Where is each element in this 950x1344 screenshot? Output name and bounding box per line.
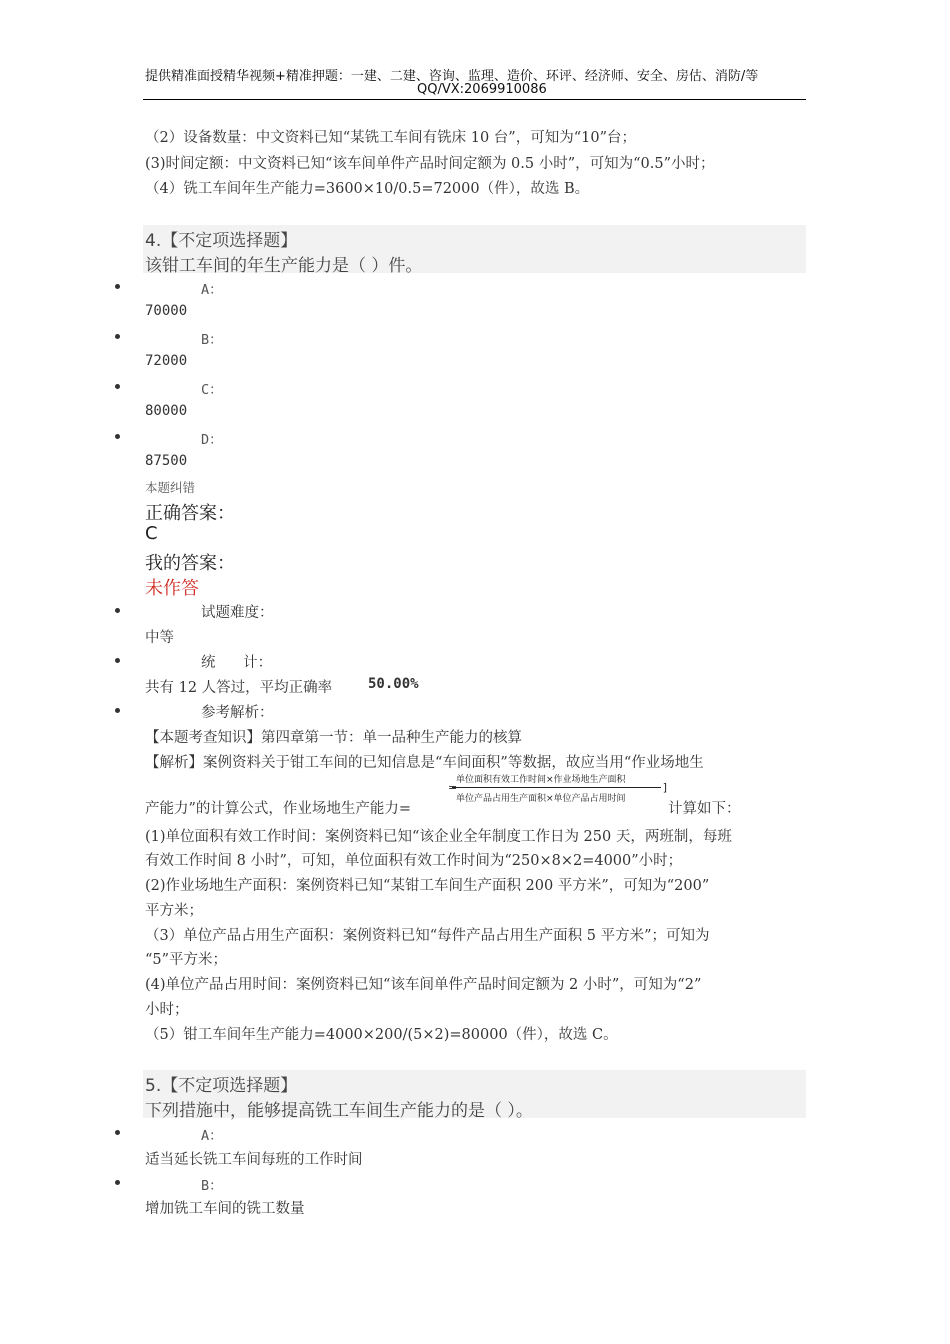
bullet-icon: [115, 608, 120, 613]
bullet-icon: [115, 1180, 120, 1185]
analysis-line: （5）钳工车间年生产能力=4000×200/(5×2)=80000（件），故选 C。: [145, 1027, 618, 1043]
analysis-line: （3）单位产品占用生产面积：案例资料已知“每件产品占用生产面积 5 平方米”；可知为: [145, 928, 710, 944]
option-d-text[interactable]: 87500: [145, 453, 188, 469]
bullet-icon: [115, 334, 120, 339]
formula-numerator: 单位面积有效工作时间×作业场地生产面积: [456, 775, 626, 785]
formula-denominator: 单位产品占用生产面积×单位产品占用时间: [456, 794, 626, 804]
analysis-line: 计算如下：: [668, 801, 741, 817]
analysis-line: “5”平方米；: [145, 952, 228, 968]
header-contact-text: QQ/VX:2069910086: [417, 82, 547, 97]
stats-text: 共有 12 人答过，平均正确率: [145, 680, 333, 696]
prev-analysis-line: （2）设备数量：中文资料已知“某铣工车间有铣床 10 台”，可知为“10”台；: [145, 130, 636, 146]
bullet-icon: [115, 658, 120, 663]
analysis-line: 产能力”的计算公式，作业场地生产能力=: [145, 801, 412, 817]
analysis-label: 参考解析：: [201, 705, 274, 721]
stats-label: 统 计：: [201, 655, 273, 671]
header-divider: [143, 99, 806, 100]
question-4-stem: 该钳工车间的年生产能力是（ ）件。: [145, 256, 423, 276]
question-5-number: 5.【不定项选择题】: [145, 1076, 298, 1096]
difficulty-value: 中等: [145, 630, 174, 646]
question-4-number: 4.【不定项选择题】: [145, 231, 298, 251]
bullet-icon: [115, 384, 120, 389]
stats-rate: 50.00%: [368, 676, 419, 692]
formula-bracket: ]: [662, 781, 667, 794]
option-b-letter[interactable]: B：: [201, 332, 223, 348]
analysis-line: (1)单位面积有效工作时间：案例资料已知“该企业全年制度工作日为 250 天，两班制，每班: [145, 829, 732, 845]
prev-analysis-line: (3)时间定额：中文资料已知“该车间单件产品时间定额为 0.5 小时”，可知为“0.5”小时；: [145, 156, 715, 172]
option-a-text[interactable]: 70000: [145, 303, 188, 319]
my-answer-label: 我的答案：: [145, 553, 235, 574]
analysis-line: 有效工作时间 8 小时”，可知，单位面积有效工作时间为“250×8×2=4000”小时；: [145, 853, 683, 869]
question-5-stem: 下列措施中，能够提高铣工车间生产能力的是（ ）。: [145, 1101, 533, 1121]
analysis-line: 小时；: [145, 1002, 189, 1018]
option-a-text[interactable]: 适当延长铣工车间每班的工作时间: [145, 1152, 363, 1168]
my-answer-value: 未作答: [145, 578, 199, 599]
bullet-icon: [115, 434, 120, 439]
report-error-link[interactable]: 本题纠错: [145, 480, 196, 495]
option-b-text[interactable]: 72000: [145, 353, 188, 369]
option-a-letter[interactable]: A：: [201, 1128, 223, 1144]
analysis-line: 【解析】案例资料关于钳工车间的已知信息是“车间面积”等数据，故应当用“作业场地生: [145, 755, 704, 771]
formula-fraction-bar: [452, 787, 661, 788]
capacity-formula: [448, 771, 669, 805]
difficulty-label: 试题难度：: [201, 605, 274, 621]
bullet-icon: [115, 708, 120, 713]
header-promo-text: 提供精准面授精华视频+精准押题：一建、二建、咨询、监理、造价、环评、经济师、安全、房估、消防/等: [145, 69, 759, 84]
option-b-letter[interactable]: B：: [201, 1178, 223, 1194]
analysis-line: 【本题考查知识】第四章第一节：单一品种生产能力的核算: [145, 730, 522, 746]
analysis-line: 平方米；: [145, 903, 203, 919]
correct-answer-value: C: [145, 523, 158, 544]
analysis-line: (4)单位产品占用时间：案例资料已知“该车间单件产品时间定额为 2 小时”，可知为“2”: [145, 977, 702, 993]
bullet-icon: [115, 284, 120, 289]
option-a-letter[interactable]: A：: [201, 282, 223, 298]
option-c-letter[interactable]: C：: [201, 382, 223, 398]
analysis-line: (2)作业场地生产面积：案例资料已知“某钳工车间生产面积 200 平方米”，可知为“200”: [145, 878, 710, 894]
bullet-icon: [115, 1130, 120, 1135]
formula-equals: =: [448, 781, 458, 794]
prev-analysis-line: （4）铣工车间年生产能力=3600×10/0.5=72000（件），故选 B。: [145, 181, 590, 197]
correct-answer-label: 正确答案：: [145, 503, 235, 524]
option-b-text[interactable]: 增加铣工车间的铣工数量: [145, 1201, 305, 1217]
option-c-text[interactable]: 80000: [145, 403, 188, 419]
option-d-letter[interactable]: D：: [201, 432, 223, 448]
